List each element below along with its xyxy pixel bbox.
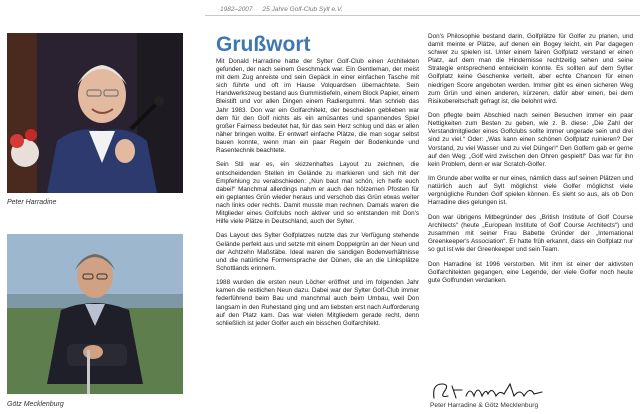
signature-block [430,378,630,414]
header-divider [205,15,640,16]
paragraph: Im Grunde aber wollte er nur eines, nämlich dass auf seinen Plätzen und natürlich auch auf Sylt möglichst viele Golfer möglichst viele vergnügliche Runden Golf spielen können. Es sieht so aus, als ob Don Harradine dies gelungen ist. [428,175,633,207]
article-column-left [216,58,419,334]
article-column-right [428,33,633,291]
signature-names: Peter Harradine & Götz Mecklenburg [430,402,539,409]
paragraph: Das Layout des Sylter Golfplatzes nutzte das zur Verfügung stehende Gelände perfekt aus und setzte mit einem Doppelgrün an der Neun und der Achtzehn Maßstäbe. Ideal waren die sandigen Bodenverhältnisse und die natürliche Formensprache der Dünen, die an die Linksplätze Schottlands erinnern. [216,232,419,272]
article-title: Grußwort [216,33,311,56]
photo-peter-harradine [7,33,183,193]
paragraph: Don pflegte beim Abschied nach seinen Besuchen immer ein paar Nettigkeiten zum Besten zu geben, wie z. B. diese: „Die Zahl der Verstandmitglieder eines Golfclubs sollte immer ungerade sein und drei sind zu viel.“ Oder: „Was kann einen schönen Golfplatz ruinieren? Der Vorstand, zu viel Wasser und zu viel Dünger!“ Den Golfern gab er gerne auf den Weg: „Golf wird zwischen den Ohren gespielt!“ Das war für ihn kein Problem, denn er war Scratch-Golfer. [428,112,633,168]
header-years: 1982–2007 [220,5,253,13]
paragraph: Sein Stil war es, ein skizzenhaftes Layout zu zeichnen, die entscheidenden Stellen im Gelände zu markieren und sich mit der Empfehlung zu verabschieden: „Nun baut mal schön, ich helfe euch dabei!“ Manchmal allerdings nahm er auch den hölzernen Pfosten für ein geplantes Grün wieder heraus und verschob das Grün etwas weiter nach links oder rechts. Damit musste man rechnen. Damals waren die Mitglieder eines Golfclubs noch aktiver und so entstanden mit Don's Hilfe viele Plätze in Deutschland, auch der Sylter. [216,161,419,226]
paragraph: Don's Philosophie bestand darin, Golfplätze für Golfer zu planen, und damit meinte er Plätze, auf denen ein Bogey leicht, ein Par dagegen schwer zu spielen ist. Unter einem fairen Golfplatz verstand er einen Platz, auf dem man die Hindernisse rechtzeitig sehen und seine Strategie entsprechend entwickeln konnte. Es sollten auf dem Sylter Golfplatz keine Geschenke verteilt, aber echte Chancen für einen niedrigen Score angeboten werden. Immer gibt es einen sicheren Weg zum Grün und einen anderen, kürzeren, dafür aber einen, bei dem Risikobereitschaft gefragt ist, die belohnt wird. [428,33,633,105]
handwritten-signature [430,378,550,404]
header-club: 25 Jahre Golf-Club Sylt e.V. [262,5,343,13]
paragraph: 1988 wurden die ersten neun Löcher eröffnet und im folgenden Jahr kamen die restlichen Neun dazu. Dabei war der Sylter Golf-Club immer federführend beim Bau und manchmal auch beim Umbau, weil Don langsam in den Ruhestand ging und am liebsten erst nach Aufforderung auf den Platz kam. Das war vielen Mitgliedern gerade recht, denn schließlich ist jeder Golfer auch ein bisschen Golfarchitekt. [216,279,419,327]
paragraph: Mit Donald Harradine hatte der Sylter Golf-Club einen Architekten gefunden, der nach seinem Geschmack war. Ein Gentleman, der meist mit dem Zug anreiste und sein Gepäck in einer einfachen Tasche mit sich führte und oft im Hause Volquardsen übernachtete. Sein Handwerkszeug bestand aus Gummistiefeln, einem Block Papier, einem Bleistift und vor allen Dingen einem Radiergummi. Man schrieb das Jahr 1983. Don war ein Golfarchitekt, der bescheiden geblieben war dem für den Golf nichts als ein amüsantes und spannendes Spiel großer Fairness bedeutet hat, für das sein Herz schlug und das er allen näher bringen wollte. Er entwarf einfache Plätze, die man sogar selbst bauen konnte, wenn man ein paar Regeln der Bodenkunde und Rasentechnik beachtete. [216,58,419,155]
photo-goetz-mecklenburg [7,234,183,394]
photo-caption: Götz Mecklenburg [7,401,64,408]
page-header [220,3,500,15]
photo-caption: Peter Harradine [7,199,57,206]
paragraph: Don Harradine ist 1996 verstorben. Mit ihm ist einer der aktivsten Golfarchitekten gegangen, eine Legende, der viele Golfer noch heute gute Golfrunden verdanken. [428,260,633,284]
paragraph: Don war übrigens Mitbegründer des „British Institute of Golf Course Architects“ (heute „European Institute of Golf Course Architects“) und zusammen mit seiner Frau Babette Gründer der „International Greenkeeper's Association“. Er hatte früh erkannt, dass ein Golfplatz nur so gut ist wie der Greenkeeper und sein Team. [428,213,633,254]
